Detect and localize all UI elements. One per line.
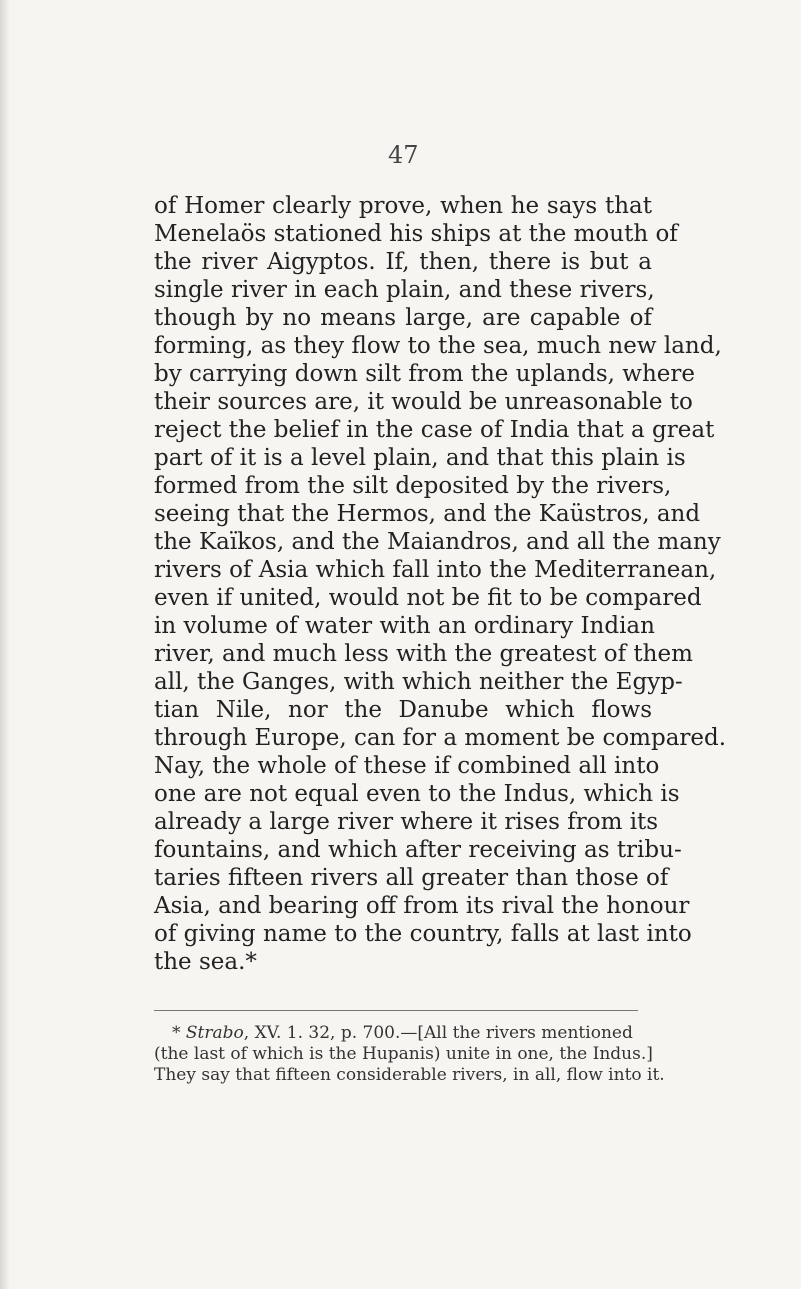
text-line: Menelaös stationed his ships at the mouth of bbox=[154, 221, 678, 247]
text-line: reject the belief in the case of India that a great bbox=[154, 417, 715, 443]
footnote-citation: , XV. 1. 32, p. 700.—[All the rivers mentioned bbox=[243, 1023, 633, 1043]
text-line: Asia, and bearing off from its rival the honour bbox=[154, 893, 690, 919]
text-line: by carrying down silt from the uplands, where bbox=[154, 361, 695, 387]
text-line: part of it is a level plain, and that this plain is bbox=[154, 445, 686, 471]
text-line: forming, as they flow to the sea, much new land, bbox=[154, 333, 722, 359]
footnote-line: (the last of which is the Hupanis) unite in one, the Indus.] bbox=[154, 1044, 653, 1064]
footnote-line: They say that fifteen considerable rivers, in all, flow into it. bbox=[154, 1065, 665, 1085]
text-line: in volume of water with an ordinary Indian bbox=[154, 613, 655, 639]
footnote-line bbox=[172, 1023, 640, 1044]
text-line: the river Aigyptos. If, then, there is but a bbox=[154, 249, 652, 275]
text-line: rivers of Asia which fall into the Mediterranean, bbox=[154, 557, 717, 583]
text-line: of giving name to the country, falls at last into bbox=[154, 921, 692, 947]
text-line: of Homer clearly prove, when he says that bbox=[154, 193, 652, 219]
text-line: single river in each plain, and these rivers, bbox=[154, 277, 655, 303]
text-line: formed from the silt deposited by the rivers, bbox=[154, 473, 672, 499]
footnote-marker: * bbox=[172, 1023, 181, 1043]
footnote-source: Strabo bbox=[185, 1023, 244, 1043]
text-line: the Kaïkos, and the Maiandros, and all the many bbox=[154, 529, 721, 555]
text-line: seeing that the Hermos, and the Kaüstros, and bbox=[154, 501, 701, 527]
text-line: fountains, and which after receiving as tribu- bbox=[154, 837, 682, 863]
text-line: river, and much less with the greatest of them bbox=[154, 641, 693, 667]
text-line: their sources are, it would be unreasonable to bbox=[154, 389, 693, 415]
footnote-rule bbox=[154, 1010, 638, 1011]
text-line: taries fifteen rivers all greater than those of bbox=[154, 865, 669, 891]
text-line: tian Nile, nor the Danube which flows bbox=[154, 697, 652, 723]
text-line: even if united, would not be fit to be compared bbox=[154, 585, 702, 611]
page-number: 47 bbox=[388, 141, 419, 169]
text-line: though by no means large, are capable of bbox=[154, 305, 652, 331]
text-line: the sea.* bbox=[154, 949, 257, 975]
text-line: already a large river where it rises from its bbox=[154, 809, 659, 835]
text-line: one are not equal even to the Indus, which is bbox=[154, 781, 680, 807]
text-line: all, the Ganges, with which neither the Egyp- bbox=[154, 669, 683, 695]
text-line: Nay, the whole of these if combined all into bbox=[154, 753, 660, 779]
text-line: through Europe, can for a moment be compared. bbox=[154, 725, 727, 751]
page-edge bbox=[0, 0, 10, 1289]
